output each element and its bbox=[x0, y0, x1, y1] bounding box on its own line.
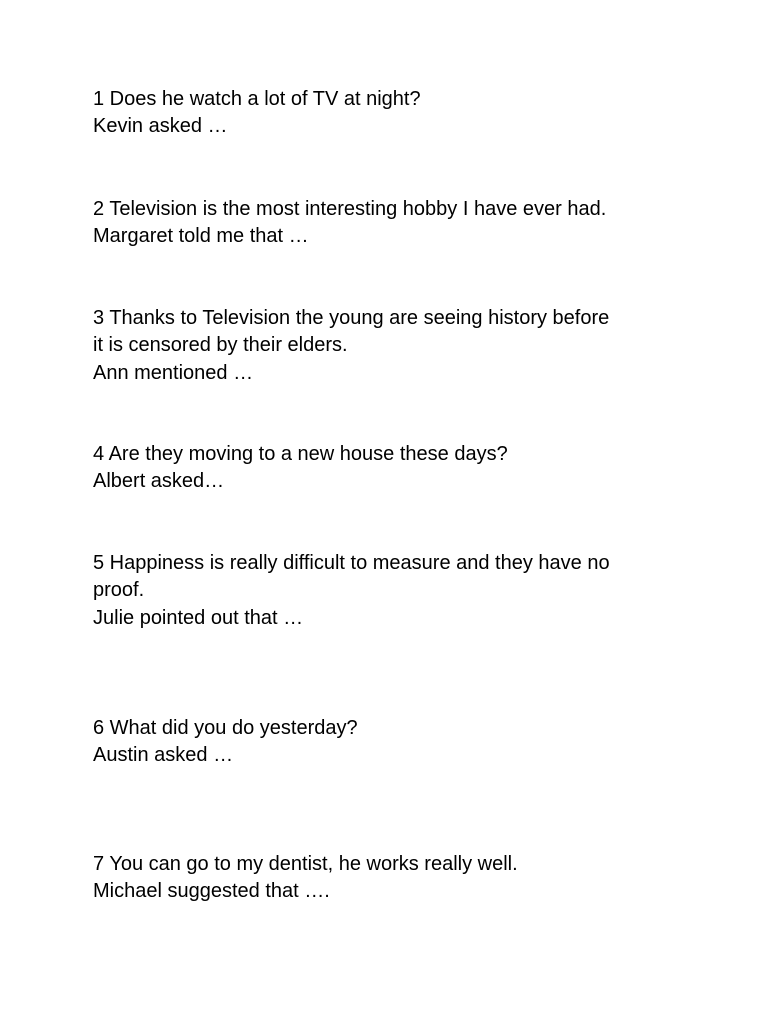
reported-speech-lead: Austin asked … bbox=[93, 744, 234, 767]
exercise-item bbox=[93, 851, 693, 906]
exercise-item bbox=[93, 305, 693, 387]
exercise-sentence: 3 Thanks to Television the young are seeing history before bbox=[93, 307, 610, 329]
exercise-sentence-continued: it is censored by their elders. bbox=[93, 334, 348, 357]
exercise-sentence-continued: proof. bbox=[93, 579, 145, 602]
reported-speech-lead: Kevin asked … bbox=[93, 115, 228, 138]
reported-speech-lead: Ann mentioned … bbox=[93, 361, 254, 384]
exercise-item bbox=[93, 86, 693, 141]
exercise-sentence: 1 Does he watch a lot of TV at night? bbox=[93, 88, 421, 110]
reported-speech-lead: Margaret told me that … bbox=[93, 225, 309, 248]
exercise-sentence: 7 You can go to my dentist, he works really well. bbox=[93, 853, 518, 875]
reported-speech-lead: Julie pointed out that … bbox=[93, 606, 304, 629]
exercise-item bbox=[93, 441, 693, 496]
exercise-item bbox=[93, 196, 693, 251]
exercise-sentence: 5 Happiness is really difficult to measure and they have no bbox=[93, 552, 610, 574]
exercise-item bbox=[93, 715, 693, 770]
exercise-sentence: 6 What did you do yesterday? bbox=[93, 717, 358, 739]
exercise-sentence: 2 Television is the most interesting hobby I have ever had. bbox=[93, 198, 607, 220]
exercise-sentence: 4 Are they moving to a new house these days? bbox=[93, 443, 508, 465]
reported-speech-lead: Michael suggested that …. bbox=[93, 880, 330, 903]
reported-speech-lead: Albert asked… bbox=[93, 470, 225, 493]
exercise-item bbox=[93, 550, 693, 632]
